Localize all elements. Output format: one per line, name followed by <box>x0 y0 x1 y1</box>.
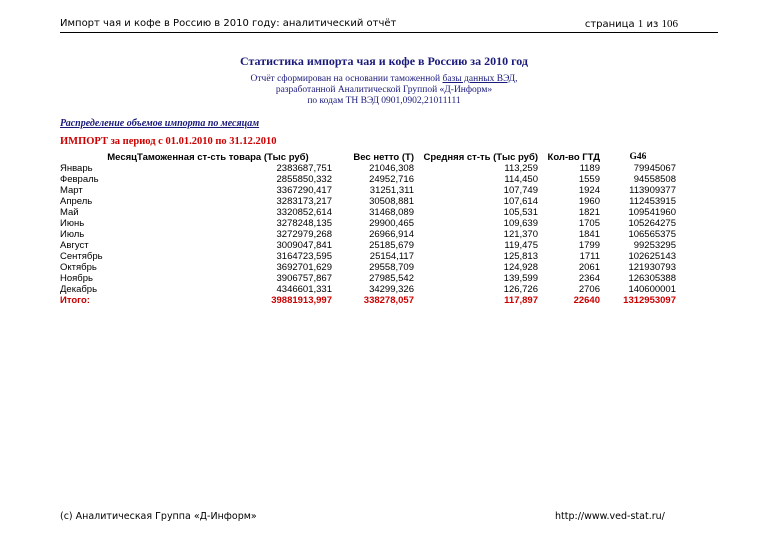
page-of-label: из <box>646 19 659 30</box>
cell-avg: 119,475 <box>504 240 538 251</box>
cell-avg: 121,370 <box>503 229 538 240</box>
table-row <box>60 229 676 240</box>
table-row <box>60 262 676 273</box>
cell-weight: 26966,914 <box>369 229 414 240</box>
cell-value: 3272979,268 <box>276 229 332 240</box>
cell-avg: 113,259 <box>504 163 538 174</box>
monthly-import-table <box>60 152 676 306</box>
table-row <box>60 218 676 229</box>
page-label: страница <box>584 19 635 30</box>
cell-g46: 79945067 <box>633 163 676 174</box>
cell-gtd: 1559 <box>578 174 600 185</box>
page-header <box>60 18 718 33</box>
table-body <box>60 163 676 306</box>
cell-gtd: 2364 <box>578 273 600 284</box>
cell-month: Июль <box>60 229 85 240</box>
cell-month: Декабрь <box>60 284 98 295</box>
cell-avg: 139,599 <box>503 273 538 284</box>
col-month-header: Месяц <box>107 152 137 163</box>
cell-g46: 126305388 <box>628 273 676 284</box>
cell-avg: 126,726 <box>503 284 538 295</box>
footer-url[interactable]: http://www.ved-stat.ru/ <box>555 511 665 522</box>
cell-gtd: 1841 <box>578 229 600 240</box>
cell-gtd: 1821 <box>578 207 600 218</box>
cell-weight: 21046,308 <box>369 163 414 174</box>
cell-weight: 34299,326 <box>369 284 414 295</box>
cell-value: 3367290,417 <box>276 185 332 196</box>
total-cell-g46: 1312953097 <box>623 295 676 306</box>
subtitle-line-3: по кодам ТН ВЭД 0901,0902,21011111 <box>307 96 461 106</box>
total-cell-avg: 117,897 <box>504 295 538 306</box>
cell-value: 3164723,595 <box>276 251 332 262</box>
col-avg-header: Средняя ст-ть (Тыс руб) <box>423 152 538 163</box>
cell-g46: 102625143 <box>628 251 676 262</box>
period-heading: ИМПОРТ за период с 01.01.2010 по 31.12.2010 <box>60 136 277 147</box>
footer-copyright: (c) Аналитическая Группа «Д-Информ» <box>60 511 257 522</box>
cell-g46: 94558508 <box>633 174 676 185</box>
cell-value: 3009047,841 <box>276 240 332 251</box>
cell-value: 3320852,614 <box>276 207 332 218</box>
col-weight-header: Вес нетто (Т) <box>353 152 414 163</box>
cell-weight: 25185,679 <box>369 240 414 251</box>
cell-gtd: 1960 <box>578 196 600 207</box>
cell-gtd: 1189 <box>579 163 600 174</box>
cell-month: Ноябрь <box>60 273 93 284</box>
cell-month: Май <box>60 207 79 218</box>
cell-g46: 99253295 <box>633 240 676 251</box>
cell-weight: 31251,311 <box>369 185 414 196</box>
cell-value: 3283173,217 <box>276 196 332 207</box>
cell-g46: 121930793 <box>628 262 676 273</box>
table-row <box>60 273 676 284</box>
cell-avg: 105,531 <box>503 207 538 218</box>
col-g46-header: G46 <box>629 152 647 162</box>
table-row <box>60 174 676 185</box>
cell-weight: 27985,542 <box>369 273 414 284</box>
cell-month: Январь <box>60 163 93 174</box>
cell-value: 4346601,331 <box>276 284 332 295</box>
cell-month: Октябрь <box>60 262 97 273</box>
table-total-row <box>60 295 676 306</box>
page-total: 106 <box>661 18 678 30</box>
cell-weight: 29558,709 <box>369 262 414 273</box>
subtitle-line-2: разработанной Аналитической Группой «Д-Информ» <box>275 85 493 95</box>
subtitle-line-1: Отчёт сформирован на основании таможенной базы данных ВЭД, <box>250 74 518 84</box>
cell-g46: 140600001 <box>628 284 676 295</box>
cell-avg: 125,813 <box>503 251 538 262</box>
cell-value: 3906757,867 <box>276 273 332 284</box>
cell-month: Февраль <box>60 174 99 185</box>
section-heading: Распределение объемов импорта по месяцам <box>60 118 260 129</box>
cell-g46: 113909377 <box>629 185 676 196</box>
cell-month: Апрель <box>60 196 93 207</box>
database-link[interactable]: базы данных ВЭД <box>442 74 516 84</box>
header-report-title: Импорт чая и кофе в Россию в 2010 году: аналитический отчёт <box>60 18 397 29</box>
cell-avg: 107,749 <box>503 185 538 196</box>
total-cell-value: 39881913,997 <box>271 295 332 306</box>
total-cell-weight: 338278,057 <box>363 295 414 306</box>
cell-weight: 25154,117 <box>369 251 414 262</box>
cell-g46: 112453915 <box>629 196 676 207</box>
table-row <box>60 284 676 295</box>
cell-value: 2383687,751 <box>276 163 332 174</box>
cell-month: Сентябрь <box>60 251 103 262</box>
cell-weight: 24952,716 <box>369 174 414 185</box>
cell-avg: 124,928 <box>503 262 538 273</box>
total-cell-gtd: 22640 <box>573 295 600 306</box>
cell-value: 2855850,332 <box>276 174 332 185</box>
total-cell-month: Итого: <box>60 295 90 306</box>
table-row <box>60 185 676 196</box>
page-number: 1 <box>637 18 644 30</box>
page-indicator <box>585 18 678 30</box>
cell-gtd: 2706 <box>578 284 600 295</box>
cell-month: Август <box>60 240 89 251</box>
cell-value: 3278248,135 <box>276 218 332 229</box>
table-header-row <box>60 152 676 163</box>
cell-avg: 109,639 <box>503 218 538 229</box>
cell-gtd: 1924 <box>578 185 600 196</box>
cell-avg: 114,450 <box>504 174 538 185</box>
cell-avg: 107,614 <box>503 196 538 207</box>
cell-gtd: 1799 <box>578 240 600 251</box>
document-subtitle <box>0 74 768 107</box>
table-row <box>60 240 676 251</box>
cell-gtd: 2061 <box>578 262 600 273</box>
cell-gtd: 1711 <box>579 251 600 262</box>
cell-g46: 105264275 <box>628 218 676 229</box>
table-row <box>60 163 676 174</box>
document-title: Статистика импорта чая и кофе в Россию за 2010 год <box>240 54 528 68</box>
cell-g46: 109541960 <box>628 207 676 218</box>
cell-month: Июнь <box>60 218 85 229</box>
cell-weight: 30508,881 <box>369 196 414 207</box>
table-row <box>60 207 676 218</box>
table-row <box>60 251 676 262</box>
cell-month: Март <box>60 185 83 196</box>
cell-g46: 106565375 <box>628 229 676 240</box>
cell-value: 3692701,629 <box>276 262 332 273</box>
cell-gtd: 1705 <box>578 218 600 229</box>
table-row <box>60 196 676 207</box>
col-gtd-header: Кол-во ГТД <box>547 152 600 163</box>
cell-weight: 31468,089 <box>369 207 414 218</box>
cell-weight: 29900,465 <box>369 218 414 229</box>
col-value-header: Таможенная ст-сть товара (Тыс руб) <box>137 152 309 163</box>
